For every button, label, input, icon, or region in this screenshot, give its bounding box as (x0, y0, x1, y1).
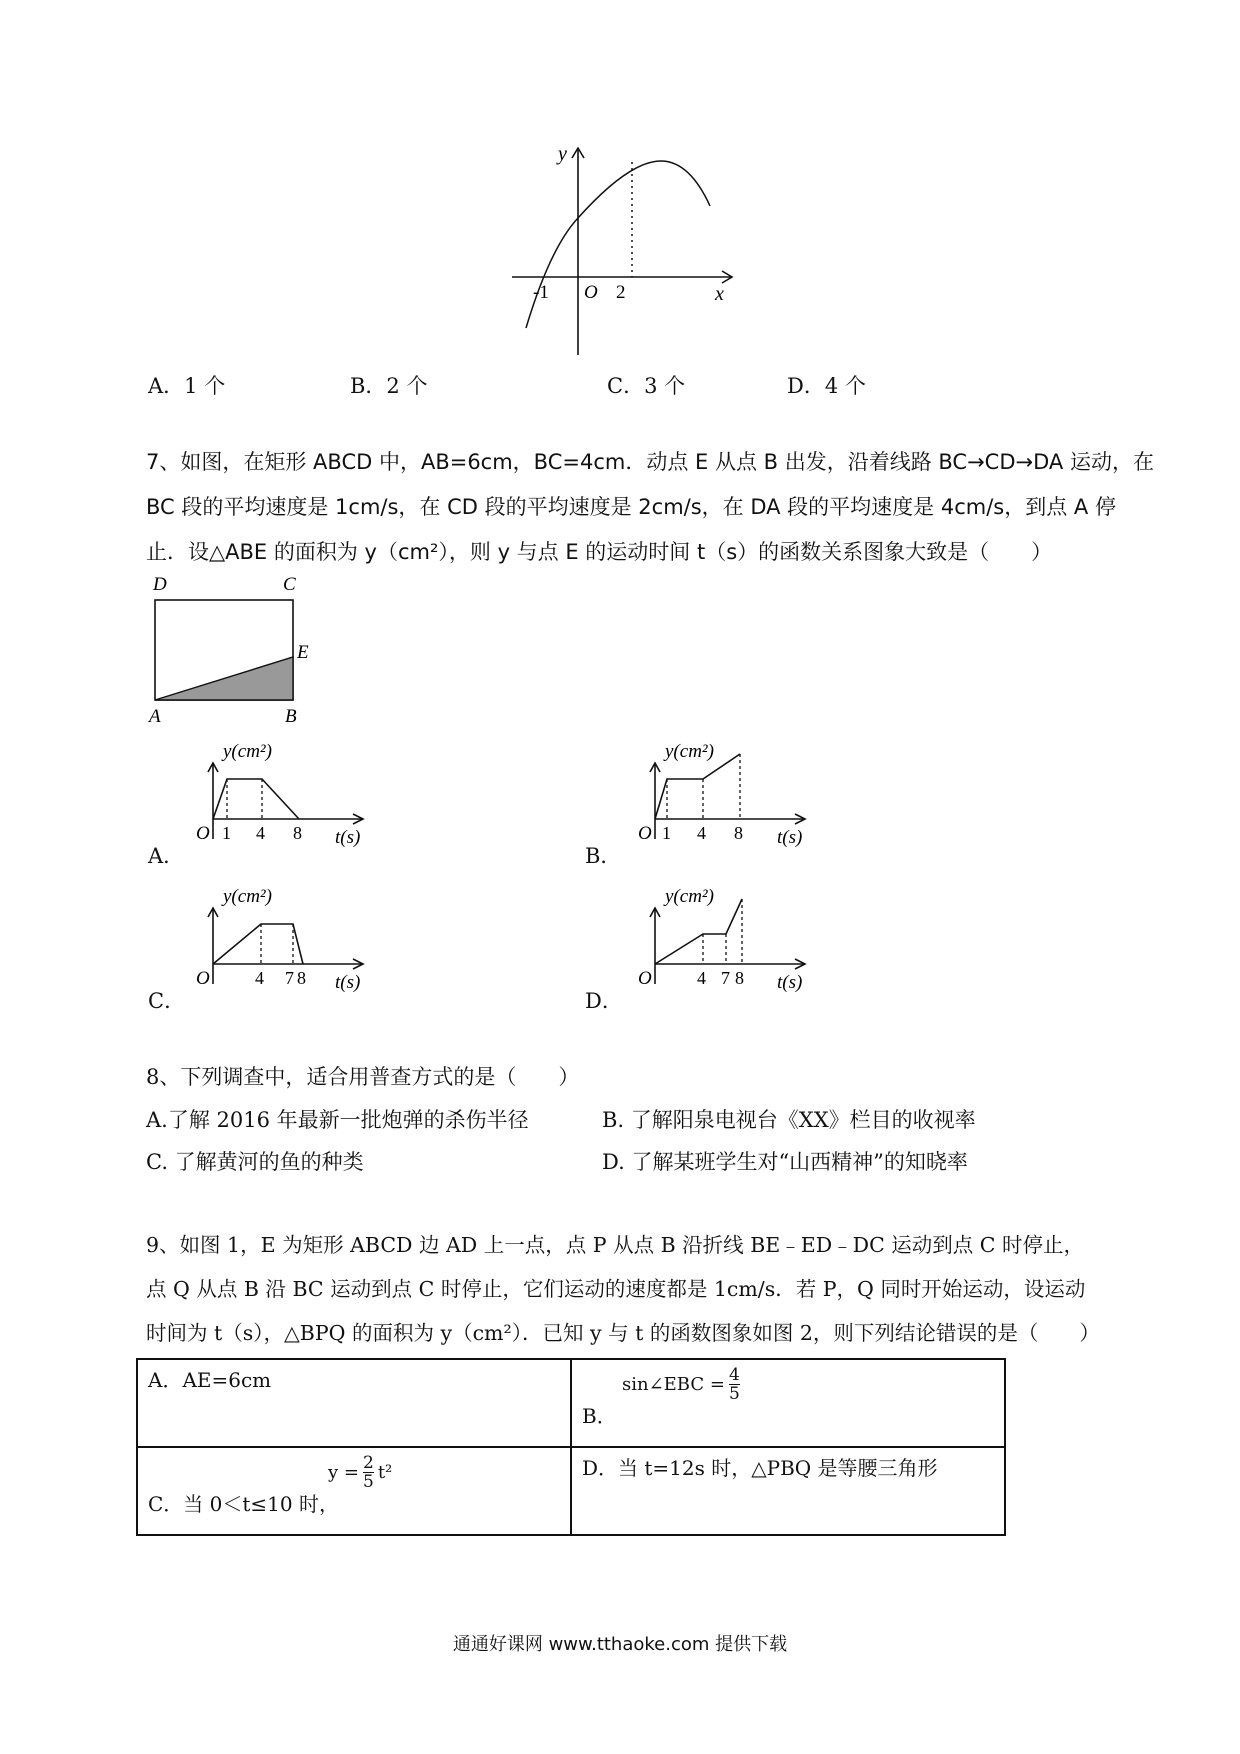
t-label: t(s) (335, 972, 361, 993)
label-c: C (283, 574, 296, 595)
label-d: D (153, 574, 167, 595)
q7-option-d-graph (627, 880, 817, 1005)
q7-stem-line2: BC 段的平均速度是 1cm/s，在 CD 段的平均速度是 2cm/s，在 DA 段的平均速度是 4cm/s，到点 A 停 (146, 495, 1116, 519)
tick-1: 1 (222, 823, 231, 843)
y-axis-label: y (558, 143, 567, 165)
origin: O (196, 823, 210, 844)
q7-option-a-letter: A． (148, 844, 185, 868)
tick-neg1: -1 (533, 282, 549, 303)
q6-option-b: B．2 个 (350, 374, 428, 398)
q6-option-d: D．4 个 (787, 374, 866, 398)
x-axis-label: x (715, 283, 724, 305)
origin: O (638, 968, 652, 989)
tick-4: 4 (697, 968, 706, 988)
y-label: y(cm²) (223, 886, 272, 907)
graph-line (655, 899, 742, 964)
q7-option-c-graph (185, 880, 375, 1005)
y-label: y(cm²) (665, 886, 714, 907)
q7-stem-line1: 7、如图，在矩形 ABCD 中，AB=6cm，BC=4cm．动点 E 从点 B 出发，沿着线路 BC→CD→DA 运动，在 (146, 450, 1154, 474)
graph-line (213, 924, 303, 964)
q7-option-d-letter: D． (585, 989, 623, 1013)
q9-option-d: D．当 t=12s 时，△PBQ 是等腰三角形 (571, 1447, 1005, 1535)
graph-line (213, 779, 299, 819)
q6-option-c: C．3 个 (607, 374, 686, 398)
q8-option-d: D. 了解某班学生对“山西精神”的知晓率 (602, 1150, 968, 1174)
tick-7: 7 (721, 968, 730, 988)
q6-parabola-graph (510, 140, 740, 360)
t-label: t(s) (335, 827, 361, 848)
q8-stem: 8、下列调查中，适合用普查方式的是（ ） (146, 1065, 580, 1089)
q8-option-a: A.了解 2016 年最新一批炮弹的杀伤半径 (146, 1108, 529, 1132)
q7-stem-line3: 止．设△ABE 的面积为 y（cm²），则 y 与点 E 的运动时间 t（s）的函数关系图象大致是（ ） (146, 540, 1053, 564)
t-label: t(s) (777, 972, 803, 993)
q7-option-b-graph (627, 735, 817, 860)
q9-option-a: A．AE=6cm (137, 1359, 571, 1447)
q7-option-c-letter: C． (148, 989, 186, 1013)
tick-2: 2 (616, 282, 626, 303)
origin: O (196, 968, 210, 989)
tick-4: 4 (697, 823, 706, 843)
q7-option-a-graph (185, 735, 375, 860)
graph-line (655, 754, 740, 819)
q9-option-c-formula: y = $\frac{2}{5}$ t² (328, 1453, 393, 1492)
q9-option-c-text: C．当 0＜t≤10 时， (148, 1492, 339, 1516)
q6-option-a: A．1 个 (148, 374, 226, 398)
tick-4: 4 (255, 968, 264, 988)
label-e: E (297, 642, 309, 663)
q9-stem-line3: 时间为 t（s），△BPQ 的面积为 y（cm²）．已知 y 与 t 的函数图象如图 2，则下列结论错误的是（ ） (146, 1321, 1100, 1345)
q7-option-b-letter: B． (585, 844, 622, 868)
tick-4: 4 (256, 823, 265, 843)
tick-7: 7 (285, 968, 294, 988)
q9-options-table (136, 1358, 1006, 1536)
y-label: y(cm²) (223, 741, 272, 762)
label-a: A (149, 706, 161, 725)
q8-option-c: C. 了解黄河的鱼的种类 (146, 1150, 364, 1174)
triangle-abe (155, 657, 293, 700)
label-b: B (285, 706, 297, 725)
origin: O (638, 823, 652, 844)
q8-option-b: B. 了解阳泉电视台《XX》栏目的收视率 (602, 1108, 976, 1132)
q9-option-c (137, 1447, 571, 1535)
q9-stem-line1: 9、如图 1，E 为矩形 ABCD 边 AD 上一点，点 P 从点 B 沿折线 BE﹣ED﹣DC 运动到点 C 时停止， (146, 1233, 1084, 1257)
origin-label: O (584, 282, 598, 303)
q9-option-b-letter: B． (582, 1404, 617, 1428)
tick-8: 8 (293, 823, 302, 843)
tick-8: 8 (734, 823, 743, 843)
q7-rectangle-figure (145, 570, 325, 725)
q9-option-b (571, 1359, 1005, 1447)
tick-8: 8 (735, 968, 744, 988)
tick-1: 1 (662, 823, 671, 843)
page-footer: 通通好课网 www.tthaoke.com 提供下载 (452, 1634, 788, 1655)
tick-8: 8 (297, 968, 306, 988)
q9-option-b-formula: sin∠EBC = $\frac{4}{5}$ (622, 1365, 740, 1404)
y-label: y(cm²) (665, 741, 714, 762)
q9-stem-line2: 点 Q 从点 B 沿 BC 运动到点 C 时停止，它们运动的速度都是 1cm/s．若 P，Q 同时开始运动，设运动 (146, 1277, 1086, 1301)
t-label: t(s) (777, 827, 803, 848)
